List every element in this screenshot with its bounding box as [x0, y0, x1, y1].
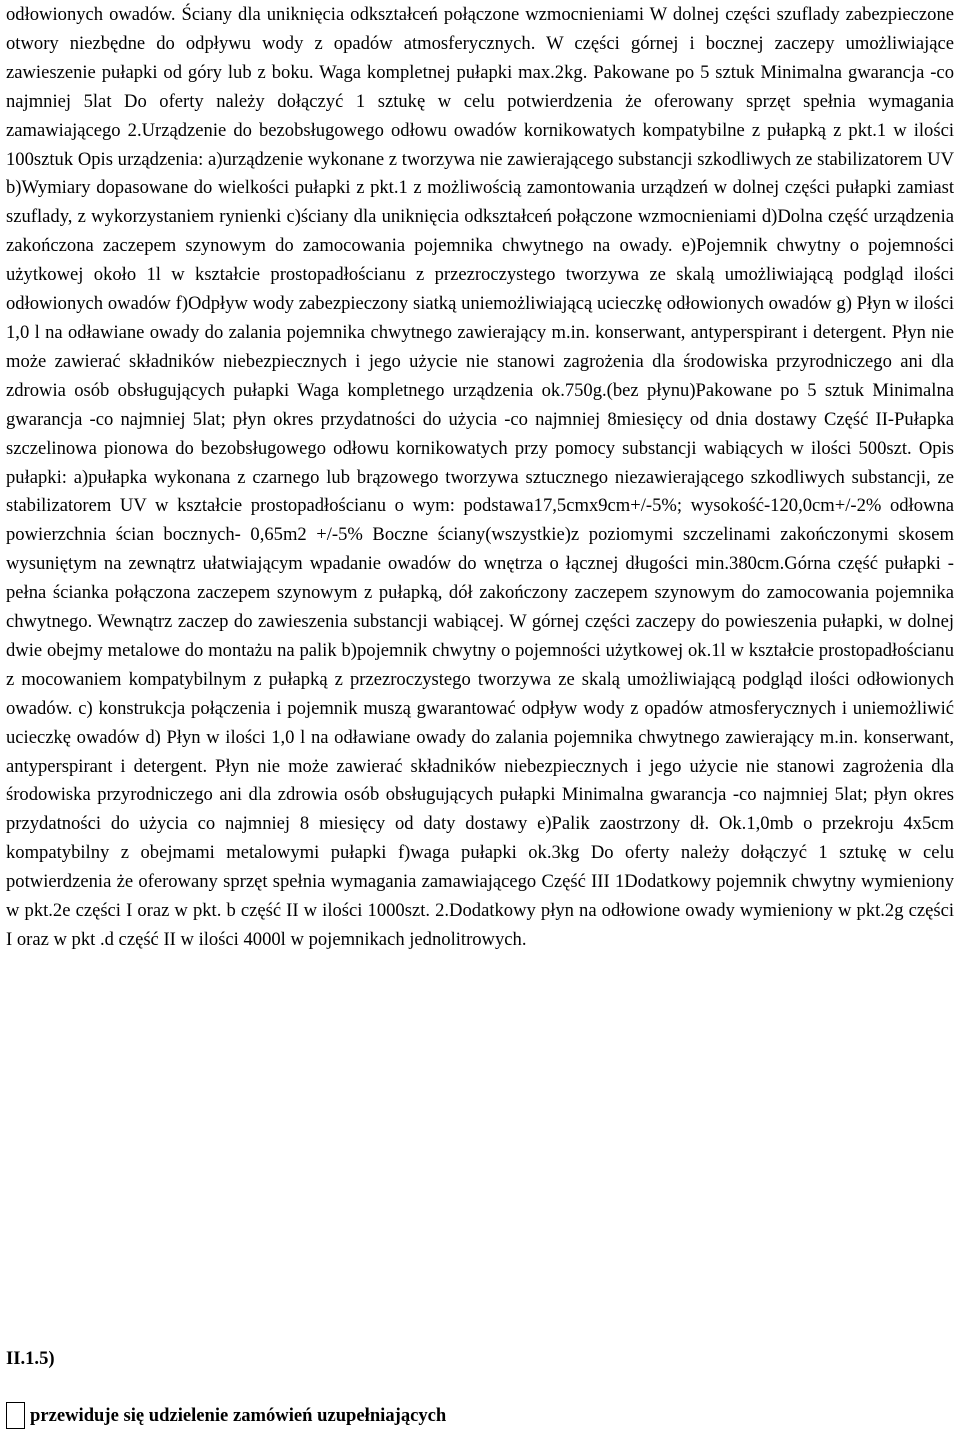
supplementary-orders-checkbox[interactable]: [6, 1402, 25, 1429]
checkbox-label: przewiduje się udzielenie zamówień uzupełniających: [30, 1405, 447, 1426]
body-paragraph: odłowionych owadów. Ściany dla uniknięcia odkształceń połączone wzmocnieniami W dolnej części szuflady zabezpieczone otwory niezbędne do odpływu wody z opadów atmosferycznych. W części górnej i bocznej zaczepy umożliwiające zawieszenie pułapki od góry lub z boku. Waga kompletnej pułapki max.2kg. Pakowane po 5 sztuk Minimalna gwarancja -co najmniej 5lat Do oferty należy dołączyć 1 sztukę w celu potwierdzenia że oferowany sprzęt spełnia wymagania zamawiającego 2.Urządzenie do bezobsługowego odłowu owadów kornikowatych kompatybilne z pułapką z pkt.1 w ilości 100sztuk Opis urządzenia: a)urządzenie wykonane z tworzywa nie zawierającego substancji szkodliwych ze stabilizatorem UV b)Wymiary dopasowane do wielkości pułapki z pkt.1 z możliwością zamontowania urządzeń w dolnej części pułapki zamiast szuflady, z wykorzystaniem rynienki c)ściany dla uniknięcia odkształceń połączone wzmocnieniami d)Dolna część urządzenia zakończona zaczepem szynowym do zamocowania pojemnika chwytnego na owady. e)Pojemnik chwytny o pojemności użytkowej około 1l w kształcie prostopadłościanu z przezroczystego tworzywa ze skalą umożliwiającą podgląd ilości odłowionych owadów f)Odpływ wody zabezpieczony siatką uniemożliwiającą ucieczkę odłowionych owadów g) Płyn w ilości 1,0 l na odławiane owady do zalania pojemnika chwytnego zawierający m.in. konserwant, antyperspirant i detergent. Płyn nie może zawierać składników niebezpiecznych i jego użycie nie stanowi zagrożenia dla środowiska przyrodniczego ani dla zdrowia osób obsługujących pułapki Waga kompletnego urządzenia ok.750g.(bez płynu)Pakowane po 5 sztuk Minimalna gwarancja -co najmniej 5lat; płyn okres przydatności do użycia -co najmniej 8miesięcy od dnia dostawy Część II-Pułapka szczelinowa pionowa do bezobsługowego odłowu kornikowatych przy pomocy substancji wabiących w ilości 500szt. Opis pułapki: a)pułapka wykonana z czarnego lub brązowego tworzywa sztucznego niezawierającego szkodliwych substancji, ze stabilizatorem UV w kształcie prostopadłościanu o wym: podstawa17,5cmx9cm+/-5%; wysokość-120,0cm+/-2% odłowna powierzchnia ścian bocznych- 0,65m2 +/-5% Boczne ściany(wszystkie)z poziomymi szczelinami zakończonymi skosem wysuniętym na zewnątrz ułatwiającym wpadanie owadów do wnętrza o łącznej długości min.380cm.Górna część pułapki - pełna ścianka połączona zaczepem szynowym z pułapką, dół zakończony zaczepem szynowym do zamocowania pojemnika chwytnego. Wewnątrz zaczep do zawieszenia substancji wabiącej. W górnej części zaczepy do powieszenia pułapki, w dolnej dwie obejmy metalowe do montażu na palik b)pojemnik chwytny o pojemności użytkowej ok.1l w kształcie prostopadłościanu z mocowaniem kompatybilnym z pułapką z przezroczystego tworzywa ze skalą umożliwiającą podgląd ilości odłowionych owadów. c) konstrukcja połączenia i pojemnik muszą gwarantować odpływ wody z opadów atmosferycznych i uniemożliwić ucieczkę owadów d) Płyn w ilości 1,0 l na odławiane owady do zalania pojemnika chwytnego zawierający m.in. konserwant, antyperspirant i detergent. Płyn nie może zawierać składników niebezpiecznych i jego użycie nie stanowi zagrożenia dla środowiska przyrodniczego ani dla zdrowia osób obsługujących pułapki Minimalna gwarancja -co najmniej 5lat; płyn okres przydatności do użycia co najmniej 8 miesięcy od daty dostawy e)Palik zaostrzony dł. Ok.1,0mb o przekroju 4x5cm kompatybilny z obejmami metalowymi pułapki f)waga pułapki ok.3kg Do oferty należy dołączyć 1 sztukę w celu potwierdzenia że oferowany sprzęt spełnia wymagania zamawiającego Część III 1Dodatkowy pojemnik chwytny wymieniony w pkt.2e części I oraz w pkt. b część II w ilości 1000szt. 2.Dodatkowy płyn na odłowione owady wymieniony w pkt.2g części I oraz w pkt .d część II w ilości 4000l w pojemnikach jednolitrowych.: [6, 4, 954, 950]
checkbox-row[interactable]: [6, 1402, 446, 1429]
section-number: II.1.5): [6, 1348, 55, 1369]
document-page: [6, 0, 954, 1426]
